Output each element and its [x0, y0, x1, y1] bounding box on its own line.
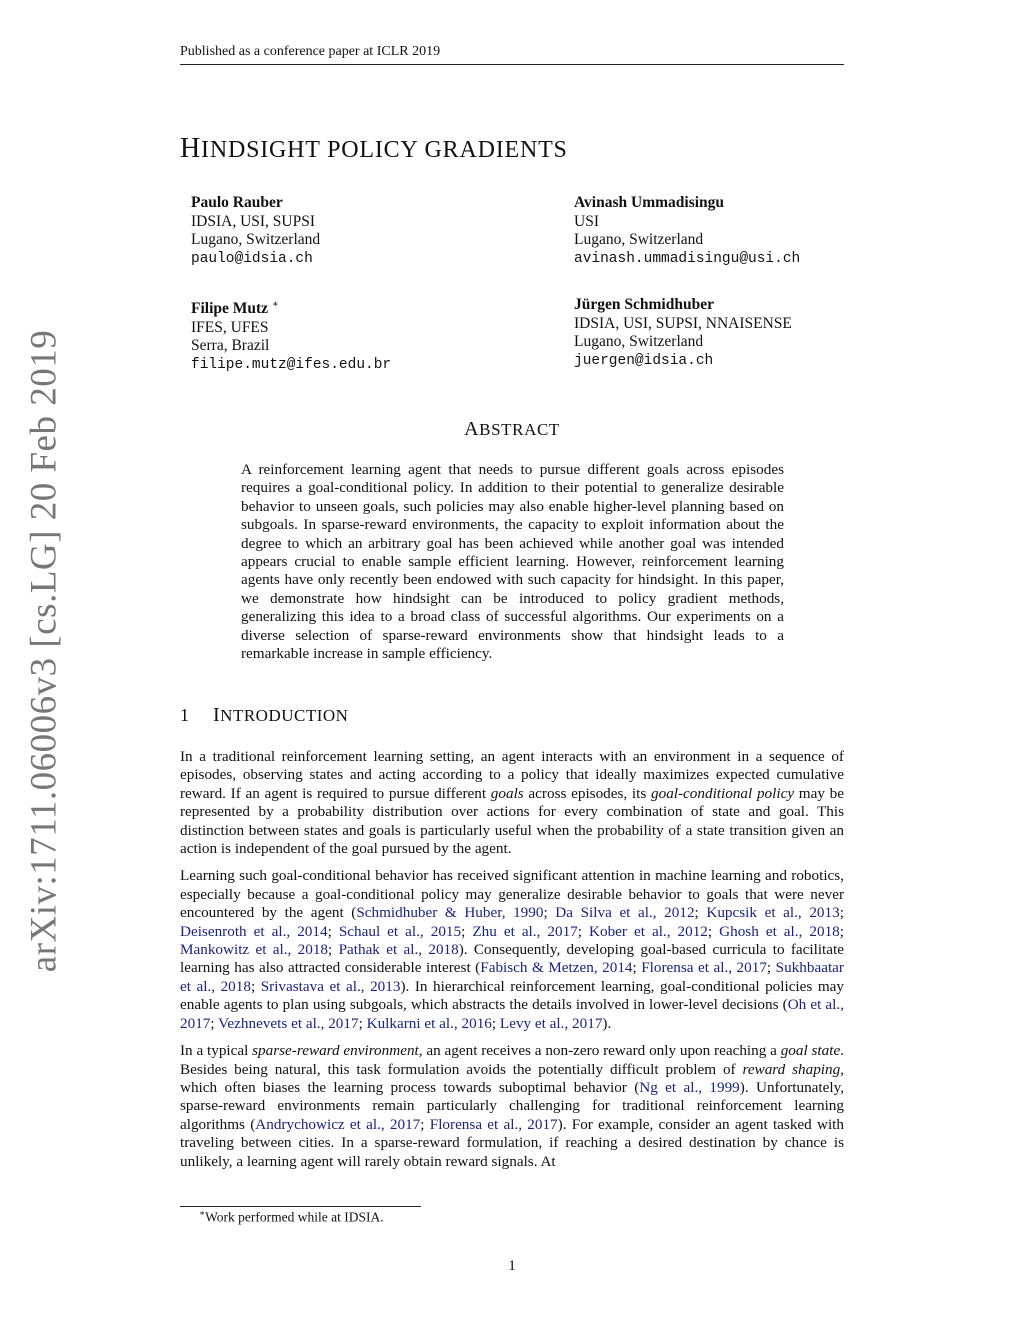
text-run: ;	[491, 1014, 500, 1032]
author-name: Paulo Rauber	[191, 194, 283, 211]
text-run: ;	[694, 904, 707, 922]
paragraph	[180, 748, 844, 858]
author-affiliation: USI	[574, 212, 599, 230]
citation-link[interactable]: Levy et al., 2017	[499, 1014, 603, 1032]
paper-title	[180, 133, 568, 165]
footnote-mark[interactable]: ∗	[271, 299, 279, 310]
citation-link[interactable]: Srivastava et al., 2013	[260, 977, 401, 995]
citation-link[interactable]: Florensa et al., 2017	[429, 1115, 558, 1133]
text-run: , an agent receives a non-zero reward only upon reaching a	[418, 1042, 781, 1060]
citation-link[interactable]: Fabisch & Metzen, 2014	[480, 959, 633, 977]
text-run: ;	[327, 922, 339, 940]
text-run: ;	[632, 959, 642, 977]
citation-link[interactable]: Da Silva et al., 2012	[555, 904, 695, 922]
author-location: Lugano, Switzerland	[574, 231, 704, 248]
running-header: Published as a conference paper at ICLR 2019	[180, 44, 844, 65]
citation-link[interactable]: Mankowitz et al., 2018	[180, 941, 329, 959]
citation-link[interactable]: Andrychowicz et al., 2017	[255, 1115, 421, 1133]
emphasis: goals	[490, 784, 524, 802]
citation-link[interactable]: Schaul et al., 2015	[338, 922, 462, 940]
footnote-text: Work performed while at IDSIA.	[205, 1209, 384, 1225]
author-email[interactable]: paulo@idsia.ch	[191, 250, 313, 267]
author-block	[574, 194, 800, 268]
section-heading	[180, 704, 348, 727]
text-run: ;	[839, 922, 844, 940]
text-run: , which often biases the learning process towards suboptimal behavior (	[180, 1060, 844, 1096]
text-run: ;	[461, 922, 473, 940]
author-email[interactable]: avinash.ummadisingu@usi.ch	[574, 250, 801, 267]
paragraph	[180, 1042, 844, 1171]
emphasis: sparse-reward environment	[252, 1042, 419, 1060]
text-run: ;	[766, 959, 776, 977]
author-location: Lugano, Switzerland	[574, 333, 704, 350]
emphasis: reward shaping	[742, 1060, 841, 1078]
text-run: ). For example, consider an agent tasked with traveling between cities. In a sparse-reward formulation, if reaching a desired destination by chance is unlikely, a learning agent will rarely obtain reward signals. At	[180, 1115, 844, 1170]
footnote	[199, 1208, 384, 1226]
text-run: ;	[328, 941, 339, 959]
section-heading-initial: I	[213, 704, 221, 726]
text-run: ;	[543, 904, 556, 922]
citation-link[interactable]: Ng et al., 1999	[639, 1078, 740, 1096]
citation-link[interactable]: Oh et al., 2017	[180, 996, 844, 1032]
citation-link[interactable]: Deisenroth et al., 2014	[180, 922, 328, 940]
citation-link[interactable]: Kupcsik et al., 2013	[706, 904, 840, 922]
text-run: ;	[250, 977, 261, 995]
citation-link[interactable]: Pathak et al., 2018	[338, 941, 459, 959]
author-name: Avinash Ummadisingu	[574, 194, 725, 211]
text-run: ;	[358, 1014, 367, 1032]
author-affiliation: IDSIA, USI, SUPSI, NNAISENSE	[574, 314, 792, 332]
title-rest: INDSIGHT POLICY GRADIENTS	[201, 137, 568, 163]
author-block	[191, 194, 320, 268]
section-number: 1	[180, 705, 190, 725]
text-run: ;	[420, 1115, 430, 1133]
citation-link[interactable]: Kober et al., 2012	[589, 922, 708, 940]
abstract-text: A reinforcement learning agent that needs to pursue different goals across episodes requires a goal-conditional policy. In addition to their potential to generalize desirable behavior to unseen goals, such policies may also enable higher-level planning based on subgoals. In sparse-reward environments, the capacity to exploit information about the degree to which an arbitrary goal has been achieved while another goal was intended appears crucial to enable sample efficient learning. However, reinforcement learning agents have only recently been endowed with such capacity for hindsight. In this paper, we demonstrate how hindsight can be introduced to policy gradient methods, generalizing this idea to a broad class of successful algorithms. Our experiments on a diverse selection of sparse-reward environments show that hindsight leads to a remarkable increase in sample efficiency.	[241, 461, 784, 663]
author-location: Serra, Brazil	[191, 337, 270, 355]
citation-link[interactable]: Vezhnevets et al., 2017	[218, 1014, 359, 1032]
text-run: ). Consequently, developing goal-based curricula to facilitate learning has also attracted considerable interest (	[180, 941, 844, 977]
citation-link[interactable]: Schmidhuber & Huber, 1990	[356, 904, 544, 922]
footnote-rule	[180, 1206, 421, 1207]
text-run: across episodes, its	[523, 784, 651, 802]
text-run: In a traditional reinforcement learning setting, an agent interacts with an environment in a sequence of episodes, observing states and acting according to a policy that ideally maximizes expected cumulative reward. If an agent is required to pursue different	[180, 748, 844, 802]
section-heading-rest: NTRODUCTION	[220, 706, 349, 725]
title-initial: H	[180, 133, 202, 164]
footnote-mark: ∗	[199, 1208, 206, 1218]
text-run: ). Unfortunately, sparse-reward environments remain particularly challenging for traditional reinforcement learning algorithms (	[180, 1078, 844, 1133]
abstract-heading	[0, 418, 1024, 441]
emphasis: goal-conditional policy	[651, 784, 795, 802]
citation-link[interactable]: Kulkarni et al., 2016	[366, 1014, 492, 1032]
text-run: ;	[839, 904, 844, 922]
text-run: ).	[602, 1014, 612, 1032]
text-run: . Besides being natural, this task formulation avoids the potentially difficult problem of	[180, 1042, 844, 1078]
text-run: ;	[577, 922, 590, 940]
text-run: Learning such goal-conditional behavior has received significant attention in machine learning and robotics, especially because a goal-conditional policy may generalize desirable behavior to goals that were never encountered by the agent (	[180, 867, 844, 922]
paragraph	[180, 867, 844, 1033]
arxiv-stamp: arXiv:1711.06006v3 [cs.LG] 20 Feb 2019	[23, 329, 65, 973]
author-email[interactable]: filipe.mutz@ifes.edu.br	[191, 356, 392, 373]
author-affiliation: IFES, UFES	[191, 318, 269, 336]
text-run: In a typical	[180, 1042, 253, 1060]
citation-link[interactable]: Zhu et al., 2017	[472, 922, 578, 940]
citation-link[interactable]: Sukhbaatar et al., 2018	[180, 959, 844, 995]
author-block	[191, 296, 391, 374]
emphasis: goal state	[780, 1042, 841, 1060]
text-run: may be represented by a probability distribution over actions for every combination of state and goal. This distinction between states and goals is particularly useful when the probability of a state transition given an action is independent of the goal pursued by the agent.	[180, 784, 844, 858]
citation-link[interactable]: Ghosh et al., 2018	[719, 922, 840, 940]
page-number: 1	[508, 1258, 516, 1274]
introduction-body	[180, 748, 844, 1180]
text-run: ;	[210, 1014, 219, 1032]
author-email[interactable]: juergen@idsia.ch	[574, 352, 714, 369]
author-affiliation: IDSIA, USI, SUPSI	[191, 212, 316, 230]
author-name: Filipe Mutz	[191, 300, 269, 318]
text-run: ;	[707, 922, 720, 940]
abstract-heading-initial: A	[464, 418, 480, 440]
author-block	[574, 296, 792, 370]
text-run: ). In hierarchical reinforcement learning, goal-conditional policies may enable agents to plan using subgoals, which abstracts the details involved in lower-level decisions (	[180, 977, 844, 1014]
citation-link[interactable]: Florensa et al., 2017	[641, 959, 767, 977]
author-location: Lugano, Switzerland	[191, 231, 321, 248]
abstract-heading-rest: BSTRACT	[479, 420, 560, 439]
author-name: Jürgen Schmidhuber	[574, 296, 714, 313]
